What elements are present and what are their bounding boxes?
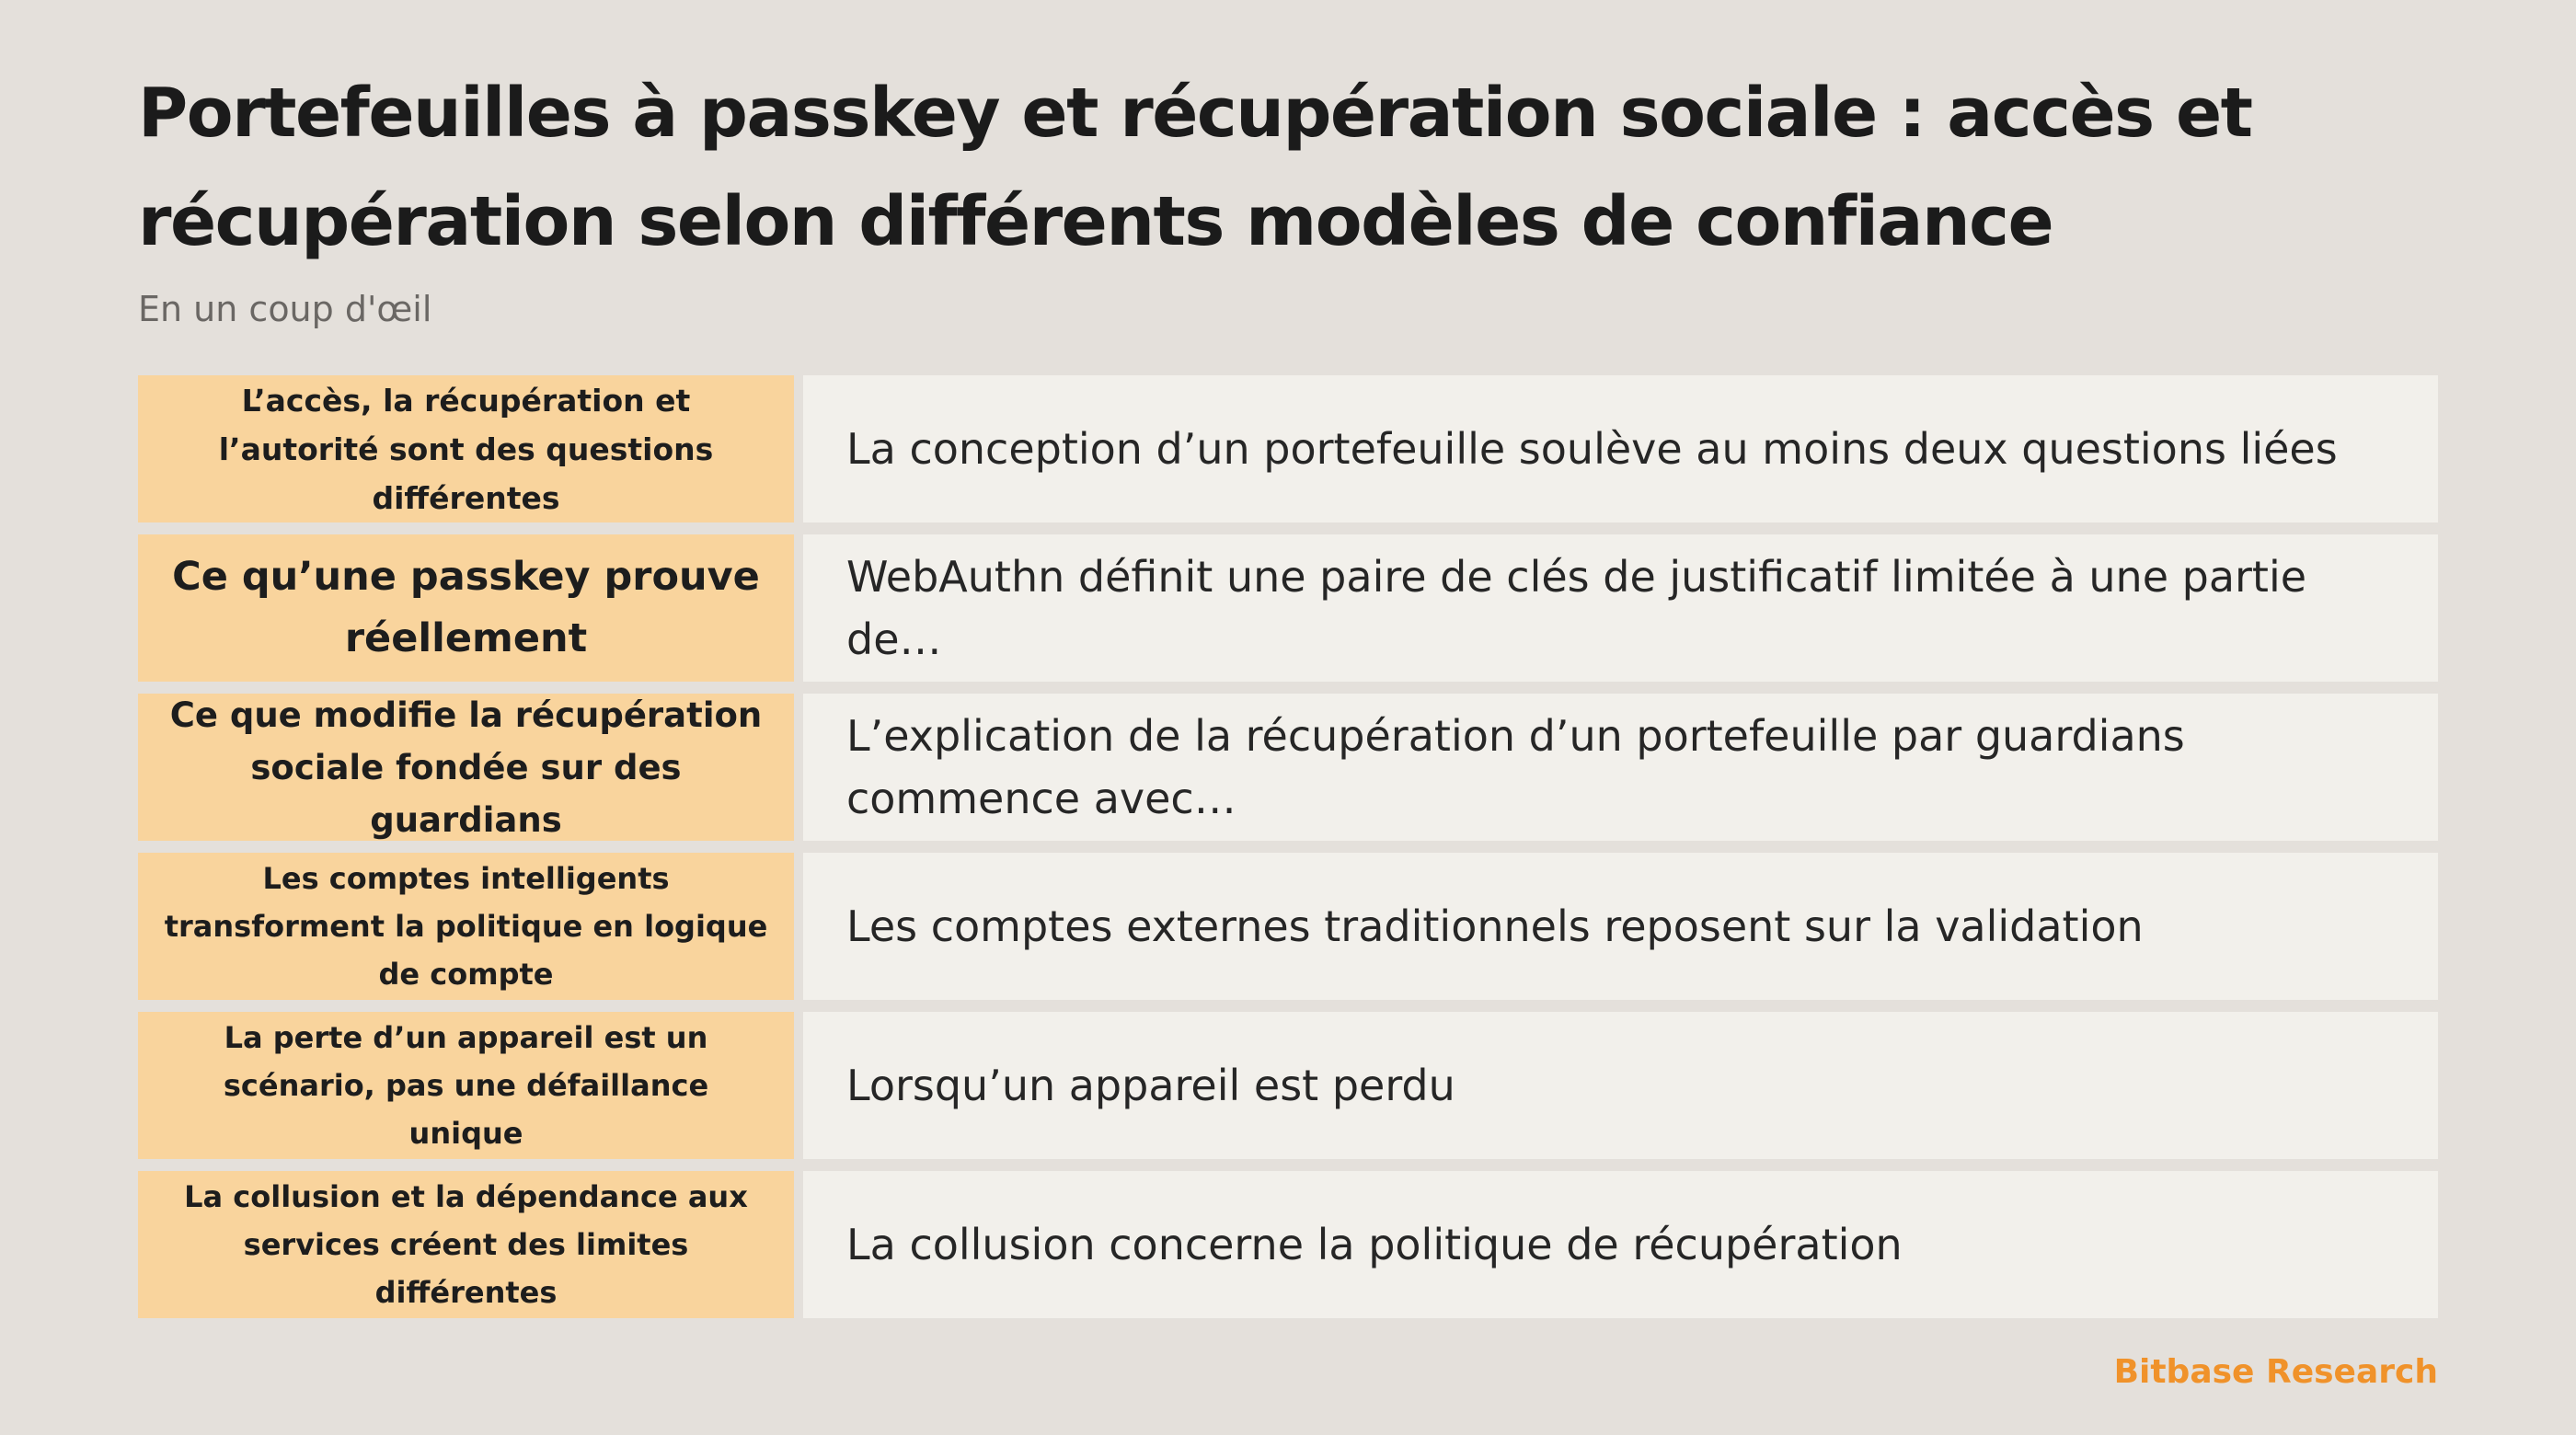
row-text (803, 1171, 2438, 1318)
row-text-content: La collusion concerne la politique de récupération (846, 1220, 1903, 1269)
row-label: La perte d’un appareil est un scénario, pas une défaillance unique (138, 1012, 794, 1159)
row-text (803, 853, 2438, 1000)
page-title: Portefeuilles à passkey et récupération sociale : accès et récupération selon différents modèles de confiance (138, 74, 2252, 261)
table-row (138, 1171, 2438, 1318)
table-row (138, 375, 2438, 522)
row-label: La collusion et la dépendance aux services créent des limites différentes (138, 1171, 794, 1318)
table-row (138, 694, 2438, 841)
row-label: L’accès, la récupération et l’autorité sont des questions différentes (138, 375, 794, 522)
summary-table (138, 375, 2438, 1330)
row-text-content: L’explication de la récupération d’un portefeuille par guardians commence avec… (846, 711, 2185, 823)
row-label: Les comptes intelligents transforment la politique en logique de compte (138, 853, 794, 1000)
slide (138, 0, 2438, 1435)
row-text-content: Les comptes externes traditionnels reposent sur la validation (846, 901, 2144, 951)
row-text-content: Lorsqu’un appareil est perdu (846, 1061, 1455, 1110)
table-row (138, 1012, 2438, 1159)
page-subtitle: En un coup d'œil (138, 289, 432, 329)
brand-footer: Bitbase Research (2113, 1353, 2438, 1391)
row-text (803, 534, 2438, 682)
row-text-content: WebAuthn définit une paire de clés de justificatif limitée à une partie de… (846, 552, 2307, 664)
row-label: Ce que modifie la récupération sociale fondée sur des guardians (138, 694, 794, 841)
row-text (803, 375, 2438, 522)
row-text-content: La conception d’un portefeuille soulève au moins deux questions liées (846, 424, 2338, 474)
row-text (803, 1012, 2438, 1159)
table-row (138, 853, 2438, 1000)
row-text (803, 694, 2438, 841)
row-label: Ce qu’une passkey prouve réellement (138, 534, 794, 682)
table-row (138, 534, 2438, 682)
